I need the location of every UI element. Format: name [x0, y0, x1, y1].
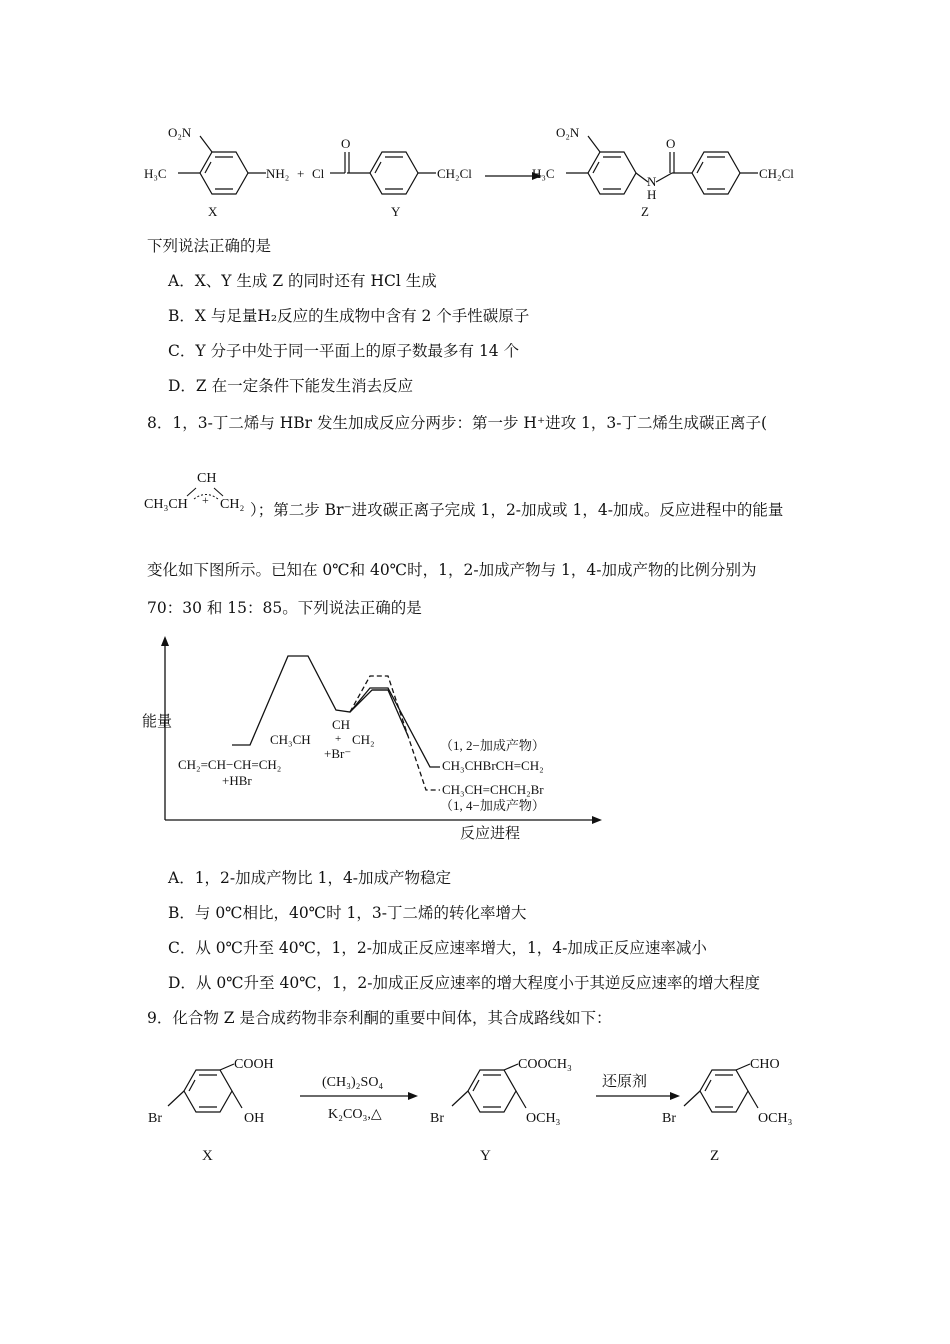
arrow-head-1 — [408, 1092, 418, 1100]
energy-curve-12 — [372, 690, 408, 736]
product-14-label: （1, 4−加成产物） — [440, 798, 545, 813]
q7-option-b[interactable]: B．X 与足量H₂反应的生成物中含有 2 个手性碳原子 — [168, 307, 530, 325]
q8-option-a[interactable]: A．1，2-加成产物比 1，4-加成产物稳定 — [168, 869, 452, 887]
methyl-z: H₃C — [532, 166, 555, 181]
label-y: Y — [391, 204, 401, 219]
label-x: X — [208, 204, 218, 219]
z-br: Br — [662, 1111, 676, 1126]
x-axis-arrow — [592, 816, 602, 824]
label-z: Z — [641, 204, 649, 219]
reagent-k2co3: K₂CO₃,△ — [328, 1107, 382, 1122]
svg-text:+: + — [202, 493, 209, 507]
x-br: Br — [148, 1111, 162, 1126]
q7-reaction-scheme — [140, 118, 820, 228]
x-oh: OH — [244, 1111, 265, 1126]
no2-group-x: O₂N — [168, 125, 192, 140]
amide-n: N — [647, 174, 657, 189]
carbonyl-o-y: O — [341, 136, 351, 151]
energy-profile-diagram — [140, 632, 610, 842]
y-br: Br — [430, 1111, 444, 1126]
intermediate-left: CH₃CH — [270, 732, 311, 747]
arrow-head-2 — [670, 1092, 680, 1100]
q8-option-c[interactable]: C．从 0℃升至 40℃，1，2-加成正反应速率增大，1，4-加成正反应速率减小 — [168, 939, 707, 957]
reactant-hbr: +HBr — [222, 773, 252, 788]
q7-option-d[interactable]: D．Z 在一定条件下能发生消去反应 — [168, 377, 414, 395]
reagent-dimethyl-sulfate: (CH₃)₂SO₄ — [322, 1075, 384, 1090]
label-z9: Z — [710, 1148, 720, 1164]
svg-text:CH: CH — [197, 471, 217, 486]
benzene-ring-z9 — [700, 1070, 748, 1112]
intermediate-plus: + — [335, 733, 342, 745]
svg-text:CH₂: CH₂ — [220, 497, 245, 512]
chloromethyl-y: CH₂Cl — [437, 166, 472, 181]
methyl-x: H₃C — [144, 166, 167, 181]
benzene-ring-z2 — [692, 152, 740, 194]
benzene-ring-x — [200, 152, 248, 194]
q9-synthesis-route — [140, 1048, 820, 1168]
y-cooch3: COOCH₃ — [518, 1057, 572, 1072]
label-x9: X — [202, 1148, 213, 1164]
no2-group-z: O₂N — [556, 125, 580, 140]
q7-stem: 下列说法正确的是 — [147, 237, 272, 255]
z-cho: CHO — [750, 1057, 780, 1072]
q8-stem-line2: ）；第二步 Br⁻进攻碳正离子完成 1，2-加成或 1，4-加成。反应进程中的能量 — [250, 501, 784, 519]
q8-stem-line1: 8．1，3-丁二烯与 HBr 发生加成反应分两步：第一步 H⁺进攻 1，3-丁二烯生成碳正离子( — [147, 414, 768, 432]
product-14-formula: CH₃CH=CHCH₂Br — [442, 782, 544, 797]
intermediate-ch: CH — [332, 717, 351, 732]
y-axis-label-1: 能量 — [142, 714, 173, 730]
q8-stem-line4: 70：30 和 15：85。下列说法正确的是 — [147, 599, 422, 617]
y-och3: OCH₃ — [526, 1111, 561, 1126]
amide-h: H — [647, 187, 657, 202]
chloromethyl-z: CH₂Cl — [759, 166, 794, 181]
benzene-ring-x9 — [184, 1070, 232, 1112]
z-och3: OCH₃ — [758, 1111, 793, 1126]
y-axis-arrow — [161, 636, 169, 646]
amine-x: NH₂ — [266, 166, 290, 181]
svg-text:CH₃CH: CH₃CH — [144, 497, 188, 512]
carbocation-structure — [142, 466, 257, 516]
acyl-chloride-cl: Cl — [312, 166, 325, 181]
q8-option-d[interactable]: D．从 0℃升至 40℃，1，2-加成正反应速率的增大程度小于其逆反应速率的增大程度 — [168, 974, 761, 992]
reagent-reductant: 还原剂 — [602, 1074, 648, 1090]
product-12-label: （1, 2−加成产物） — [440, 738, 545, 753]
energy-curve-12-solid — [350, 688, 440, 767]
q7-option-a[interactable]: A．X、Y 生成 Z 的同时还有 HCl 生成 — [168, 272, 437, 290]
q7-option-c[interactable]: C．Y 分子中处于同一平面上的原子数最多有 14 个 — [168, 342, 520, 360]
benzene-ring-z1 — [588, 152, 636, 194]
benzene-ring-y — [370, 152, 418, 194]
q9-stem: 9．化合物 Z 是合成药物非奈利酮的重要中间体，其合成路线如下： — [147, 1009, 612, 1027]
plus-sign: + — [297, 166, 305, 181]
intermediate-right: CH₂ — [352, 732, 375, 747]
q8-stem-line3: 变化如下图所示。已知在 0℃和 40℃时，1，2-加成产物与 1，4-加成产物的比例分别为 — [147, 561, 757, 579]
q8-option-b[interactable]: B．与 0℃相比，40℃时 1，3-丁二烯的转化率增大 — [168, 904, 527, 922]
x-cooh: COOH — [234, 1057, 274, 1072]
carbonyl-o-z: O — [666, 136, 676, 151]
benzene-ring-y9 — [468, 1070, 516, 1112]
reactant-formula: CH₂=CH−CH=CH₂ — [178, 757, 282, 772]
x-axis-label: 反应进程 — [460, 826, 521, 842]
intermediate-br: +Br⁻ — [324, 746, 352, 761]
label-y9: Y — [480, 1148, 491, 1164]
product-12-formula: CH₃CHBrCH=CH₂ — [442, 758, 544, 773]
